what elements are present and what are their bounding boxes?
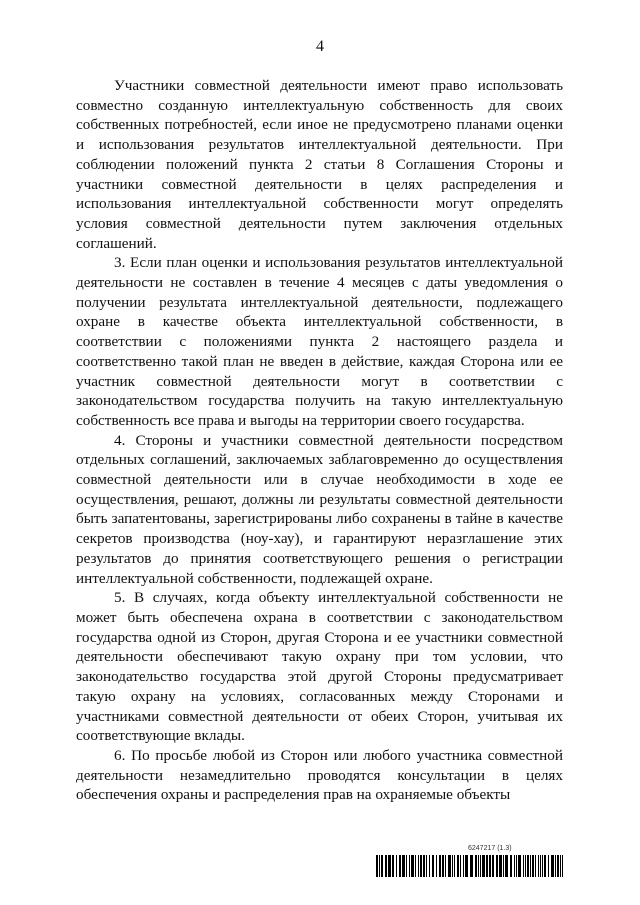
barcode-bar [492, 855, 494, 877]
barcode-bar [538, 855, 539, 877]
barcode-bar [527, 855, 529, 877]
barcode-bar [505, 855, 508, 877]
barcode-bar [418, 855, 419, 877]
barcode-bar [482, 855, 485, 877]
barcode-bar [396, 855, 397, 877]
barcode-bar [510, 855, 512, 877]
barcode-bar [460, 855, 461, 877]
paragraph-5: 5. В случаях, когда объекту интеллектуальной собственности не может быть обеспечена охрана в соответствии с законодательством государства одной из Сторон, другая Сторона и ее участники совместной деятельности обеспечивают такую охрану при том условии, что законодательство государства этой другой Стороны предусматривает такую охрану на условиях, согласованных между Сторонами и участниками совместной деятельности от обеих Сторон, учитывая их соответствующие вклады. [76, 589, 563, 745]
barcode-bar [399, 855, 401, 877]
barcode-bar [429, 855, 430, 877]
barcode-bar [432, 855, 434, 877]
barcode-bar [411, 855, 414, 877]
barcode-bar [496, 855, 498, 877]
barcode-bar [465, 855, 468, 877]
barcode-bar [379, 855, 380, 877]
barcode-bar [475, 855, 477, 877]
barcode-bar [406, 855, 407, 877]
barcode-bar [436, 855, 437, 877]
document-code: 6247217 (1.3) [468, 845, 512, 852]
barcode-bar [499, 855, 502, 877]
barcode-bar [489, 855, 491, 877]
barcode-bar [551, 855, 554, 877]
barcode-bar [544, 855, 546, 877]
barcode-bar [562, 855, 563, 877]
barcode-bar [535, 855, 536, 877]
barcode-bar [457, 855, 459, 877]
paragraph-4: 4. Стороны и участники совместной деятельности посредством отдельных соглашений, заключаемых заблаговременно до осуществления совместной деятельности или в случае необходимости в ходе ее осуществления, решают, должны ли результаты совместной деятельности быть запатентованы, зарегистрированы либо сохранены в тайне в качестве секретов производства (ноу-хау), и гарантируют неразглашение этих результатов до принятия соответствующего решения о регистрации интеллектуальной собственности, подлежащей охране. [76, 431, 563, 587]
barcode-bar [402, 855, 405, 877]
barcode-bar [448, 855, 451, 877]
barcode-bar [503, 855, 504, 877]
barcode-bar [540, 855, 541, 877]
barcode-bar [442, 855, 444, 877]
barcode-bar [439, 855, 441, 877]
barcode-bar [376, 855, 378, 877]
barcode-bar [478, 855, 479, 877]
barcode-bar [445, 855, 446, 877]
barcode-bar [486, 855, 488, 877]
barcode-bar [548, 855, 549, 877]
barcode-bar [557, 855, 559, 877]
barcode-bar [518, 855, 521, 877]
barcode-bar [463, 855, 464, 877]
barcode-bar [516, 855, 517, 877]
paragraph-3: 3. Если план оценки и использования результатов интеллектуальной деятельности не составлен в течение 4 месяцев с даты уведомления о получении результата интеллектуальной деятельности, подлежащего охране в качестве объекта интеллектуальной собственности, в соответствии с положениями пункта 2 настоящего раздела и соответственно такой план не введен в действие, каждая Сторона или ее участник совместной деятельности могут в соответствии с законодательством государства получить на такую интеллектуальную собственность все права и выгоды на территории своего государства. [76, 254, 563, 429]
barcode-bar [560, 855, 561, 877]
barcode-bar [555, 855, 556, 877]
barcode-bar [532, 855, 534, 877]
barcode-bar [385, 855, 387, 877]
barcode-icon [376, 855, 564, 877]
barcode-bar [420, 855, 422, 877]
barcode-bar [426, 855, 427, 877]
barcode-bar [423, 855, 425, 877]
barcode-bar [409, 855, 410, 877]
barcode-bar [454, 855, 455, 877]
document-body [76, 76, 563, 805]
page-number: 4 [316, 38, 324, 55]
barcode-bar [542, 855, 543, 877]
barcode-bar [470, 855, 473, 877]
barcode-bar [480, 855, 481, 877]
barcode-bar [530, 855, 531, 877]
barcode-bar [452, 855, 453, 877]
barcode-bar [415, 855, 416, 877]
barcode-bar [525, 855, 526, 877]
barcode-bar [523, 855, 524, 877]
paragraph-6: 6. По просьбе любой из Сторон или любого участника совместной деятельности незамедлительно проводятся консультации в целях обеспечения охраны и распределения прав на охраняемые объекты [76, 746, 563, 804]
barcode-bar [381, 855, 383, 877]
barcode-bar [392, 855, 394, 877]
paragraph-1: Участники совместной деятельности имеют право использовать совместно созданную интеллектуальную собственность для своих собственных потребностей, если иное не предусмотрено планами оценки и использования результатов интеллектуальной деятельности. При соблюдении положений пункта 2 статьи 8 Соглашения Стороны и участники совместной деятельности в целях распределения и использования интеллектуальной собственности могут определять условия совместной деятельности путем заключения отдельных соглашений. [76, 77, 563, 252]
barcode-bar [388, 855, 391, 877]
barcode-bar [514, 855, 515, 877]
